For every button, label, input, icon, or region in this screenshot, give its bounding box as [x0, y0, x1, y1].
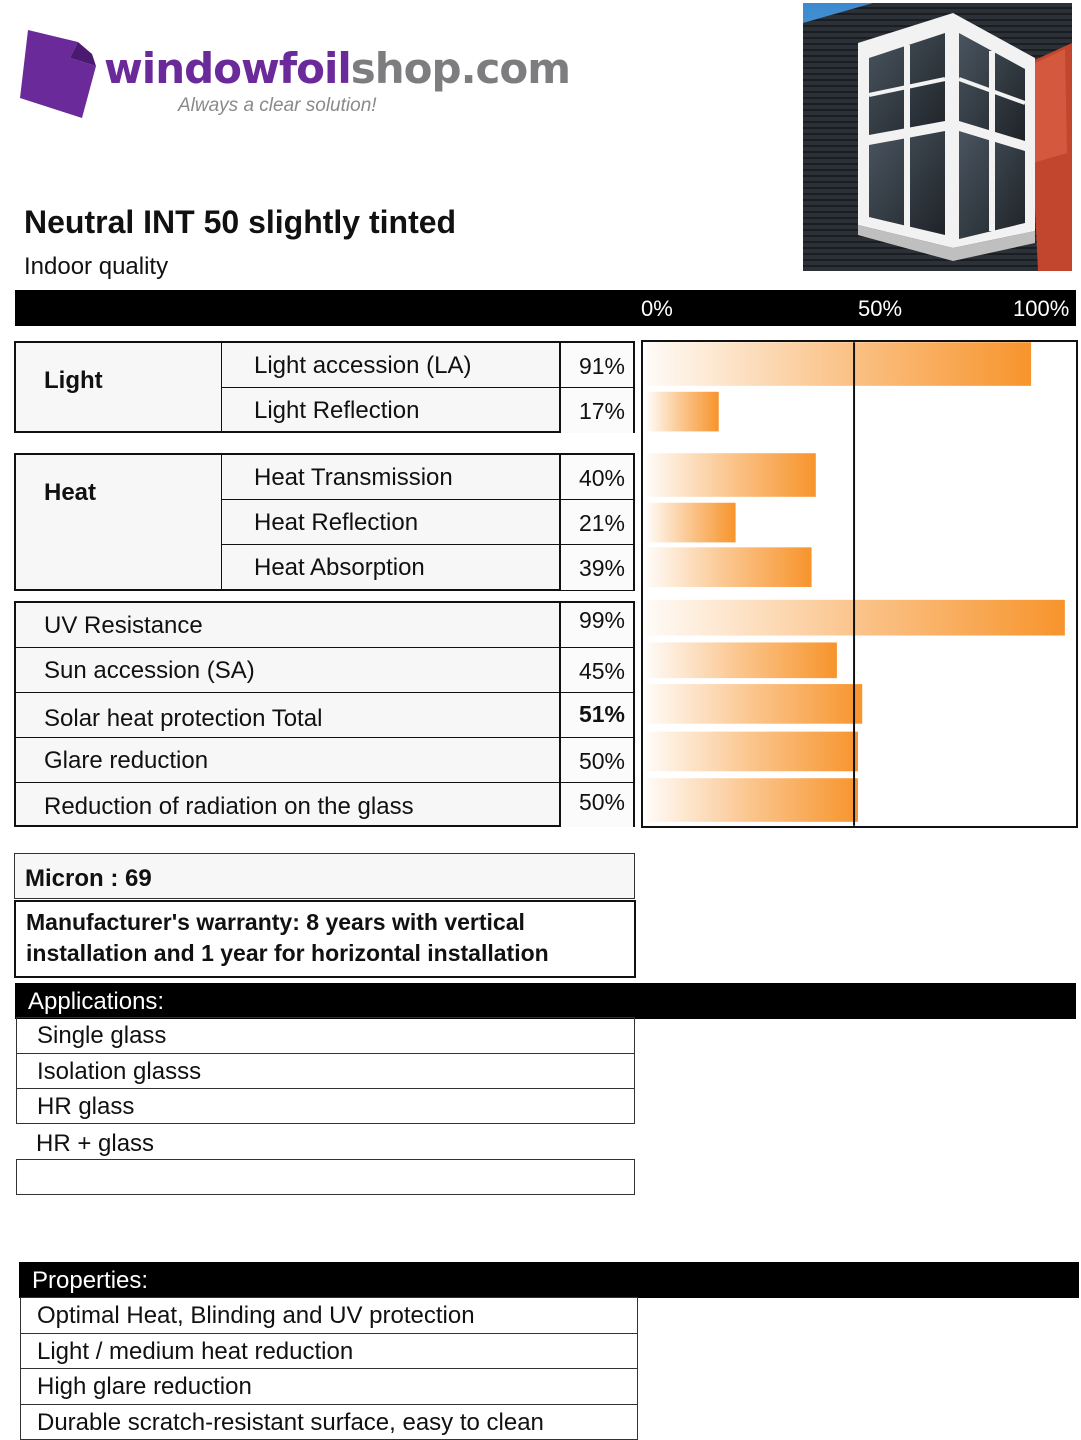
row-label: Light Reflection: [254, 397, 420, 424]
light-group: [14, 341, 635, 433]
row-value: 50%: [559, 738, 633, 782]
list-item: High glare reduction: [21, 1369, 637, 1405]
list-item: Durable scratch-resistant surface, easy to clean: [37, 1408, 544, 1436]
chart-bar: [647, 642, 837, 678]
chart-bar: [647, 503, 736, 543]
chart-bar: [647, 732, 858, 772]
row-value: 17%: [559, 388, 633, 433]
product-title: Neutral INT 50 slightly tinted: [24, 204, 457, 240]
table-row: [16, 603, 633, 648]
table-row: [16, 738, 633, 783]
list-item: Light / medium heat reduction: [21, 1334, 637, 1370]
table-row: [222, 343, 633, 388]
table-row: [222, 545, 633, 590]
row-label: Solar heat protection Total: [44, 705, 323, 732]
chart-bar: [647, 547, 812, 587]
row-value: 40%: [559, 455, 633, 499]
light-group-label: Light: [16, 343, 222, 431]
brand-logo-icon: [18, 28, 100, 118]
scale-label-0: 0%: [641, 296, 673, 321]
row-label: Glare reduction: [44, 747, 209, 774]
brand-tagline: Always a clear solution!: [178, 95, 377, 116]
chart-bar: [647, 600, 1065, 636]
chart-bar: [647, 778, 858, 822]
row-value: 91%: [559, 343, 633, 387]
other-metrics-group: [14, 601, 635, 827]
table-row: [222, 500, 633, 545]
chart-bar: [647, 392, 719, 432]
table-row: [222, 455, 633, 500]
row-label: UV Resistance: [44, 612, 203, 639]
warranty-text: Manufacturer's warranty: 8 years with vertical installation and 1 year for horizontal installation: [14, 900, 636, 978]
scale-header-bar: [15, 290, 1076, 326]
row-label: Heat Reflection: [254, 509, 419, 536]
row-value: 39%: [559, 545, 633, 590]
scale-label-100: 100%: [1013, 296, 1070, 321]
row-value: 21%: [559, 500, 633, 544]
row-label: Sun accession (SA): [44, 657, 255, 684]
row-label: Light accession (LA): [254, 352, 472, 379]
row-label: Heat Transmission: [254, 464, 453, 491]
list-item: Isolation glasss: [17, 1054, 634, 1090]
building-photo: [803, 3, 1072, 271]
chart-bar: [647, 453, 816, 497]
applications-list: [16, 1017, 635, 1124]
properties-header: Properties:: [19, 1262, 1079, 1298]
product-subtitle: Indoor quality: [24, 253, 169, 280]
row-value: 45%: [559, 648, 633, 692]
empty-list-row: [16, 1159, 635, 1195]
table-row: [16, 783, 633, 827]
list-item: Optimal Heat, Blinding and UV protection: [21, 1298, 637, 1334]
list-item: HR glass: [37, 1093, 135, 1120]
micron-value: Micron : 69: [14, 853, 635, 899]
row-label: Heat Absorption: [254, 554, 425, 581]
row-label: Reduction of radiation on the glass: [44, 793, 414, 820]
brand-name: windowfoilshop.com: [104, 44, 571, 93]
heat-group-label: Heat: [16, 455, 222, 589]
scale-label-50: 50%: [858, 296, 903, 321]
chart-bar: [647, 342, 1031, 386]
list-item: Single glass: [17, 1018, 634, 1054]
chart-bar: [647, 684, 862, 724]
heat-group: [14, 453, 635, 591]
table-row: [16, 693, 633, 738]
list-item: HR + glass: [36, 1130, 155, 1157]
row-value: 50%: [559, 783, 633, 827]
table-row: [222, 388, 633, 433]
properties-list: [20, 1297, 638, 1440]
table-row: [16, 648, 633, 693]
row-value: 99%: [559, 603, 633, 647]
percentage-bar-chart: [641, 340, 1078, 828]
applications-header: Applications:: [15, 983, 1076, 1019]
row-value: 51%: [559, 693, 633, 737]
